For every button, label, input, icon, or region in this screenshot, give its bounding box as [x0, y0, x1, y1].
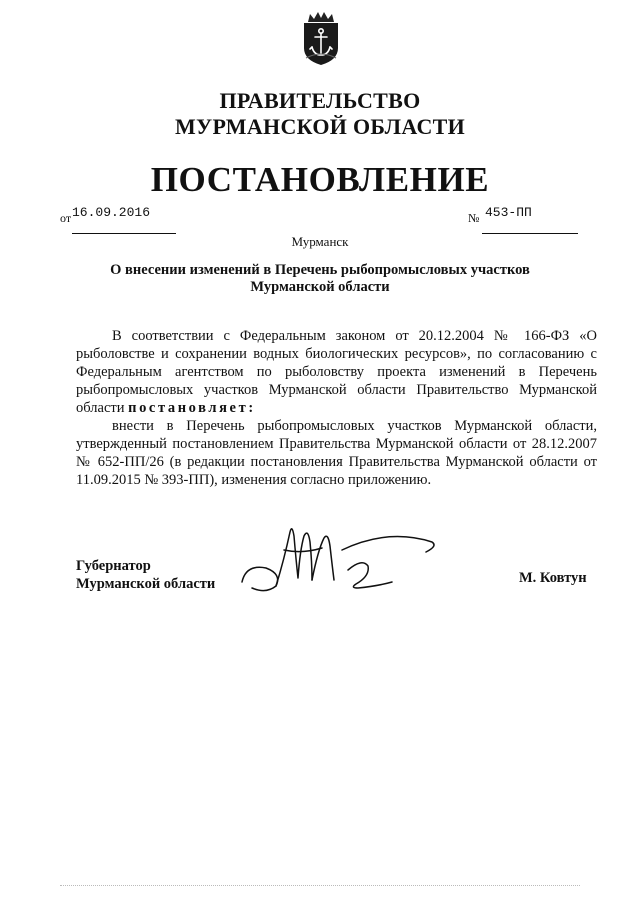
city-name: Мурманск — [291, 234, 349, 249]
number-prefix: № — [468, 211, 480, 225]
document-number: 453-ПП — [485, 205, 532, 220]
document-date: 16.09.2016 — [72, 205, 151, 220]
government-title-line2: МУРМАНСКОЙ ОБЛАСТИ — [174, 114, 466, 139]
signatory-title-line2: Мурманской области — [76, 576, 216, 592]
handwritten-signature — [238, 520, 438, 600]
date-prefix: от — [60, 211, 72, 225]
signatory-name: М. Ковтун — [519, 570, 587, 586]
signatory-title — [76, 557, 215, 593]
body-paragraph-preamble — [76, 327, 597, 417]
date-underline — [72, 218, 176, 234]
resolution-keyword: постановляет: — [128, 400, 256, 416]
footer-divider — [60, 885, 580, 887]
body-paragraph-resolution: внести в Перечень рыбопромысловых участков Мурманской области, утвержденный постановлением Правительства Мурманской области от 28.12.2007 № 652-ПП/26 (в редакции постановления Правительства Мурманской области от 11.09.2015 № 393-ПП), изменения согласно приложению. — [76, 418, 597, 488]
preamble-text: В соответствии с Федеральным законом от 20.12.2004 № 166-ФЗ «О рыболовстве и сохранении водных биологических ресурсов», по согласованию с Федеральным агентством по рыболовству проекта изменений в Перечень рыбопромысловых участков Мурманской области Правительство Мурманской области — [76, 328, 597, 416]
coat-of-arms-emblem — [300, 10, 342, 66]
signatory-title-line1: Губернатор — [76, 558, 151, 574]
government-title-line1: ПРАВИТЕЛЬСТВО — [219, 88, 421, 113]
document-title-line2: Мурманской области — [250, 279, 390, 295]
document-title-line1: О внесении изменений в Перечень рыбопромысловых участков — [110, 262, 530, 278]
document-body — [76, 327, 597, 489]
document-type-heading: ПОСТАНОВЛЕНИЕ — [150, 160, 490, 199]
number-underline — [482, 218, 578, 234]
